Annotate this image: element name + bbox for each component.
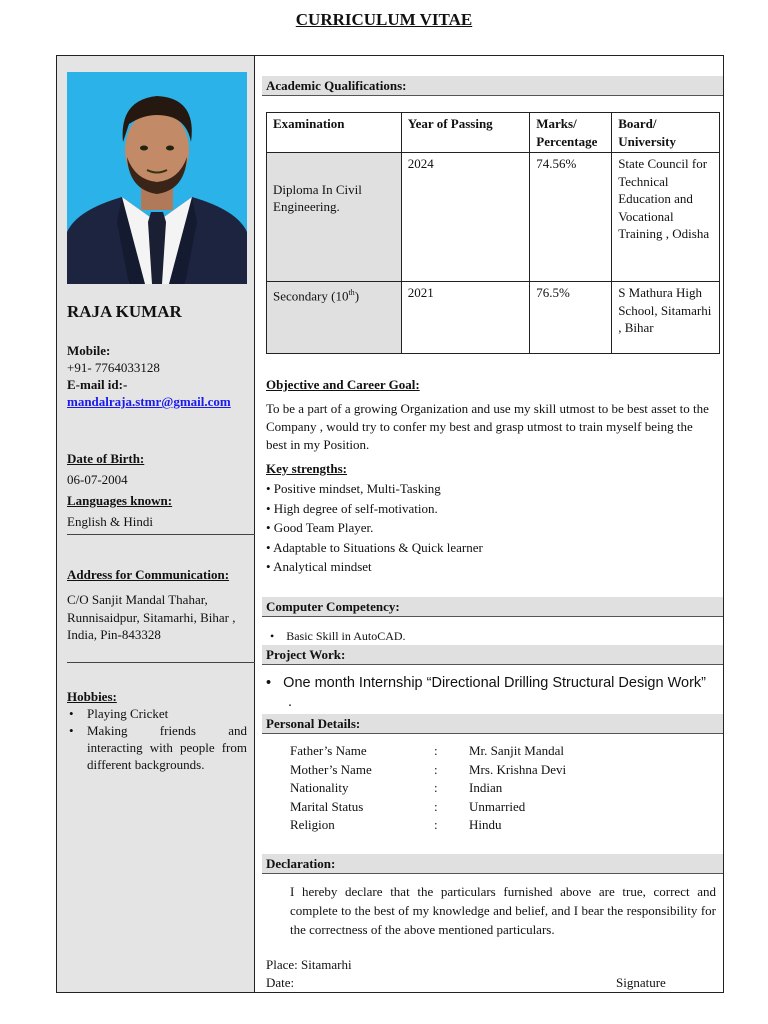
table-cell: 2021 — [401, 282, 530, 354]
dob-block — [67, 450, 247, 530]
table-row — [290, 761, 740, 780]
date-line: Date: — [266, 975, 295, 990]
address-block — [67, 566, 247, 644]
hobbies-list — [67, 705, 247, 773]
detail-separator: : — [434, 780, 438, 796]
table-row — [290, 742, 740, 761]
detail-value: Indian — [469, 780, 503, 796]
candidate-name: RAJA KUMAR — [67, 302, 182, 321]
table-row — [290, 798, 740, 817]
table-cell: 76.5% — [530, 282, 612, 354]
detail-key: Father’s Name — [290, 743, 367, 758]
document-title: CURRICULUM VITAE — [295, 10, 473, 29]
signature-label: Signature — [616, 975, 666, 990]
table-header: Board/ University — [612, 113, 720, 153]
academic-table — [266, 112, 720, 354]
dob-value: 06-07-2004 — [67, 472, 128, 487]
main-content — [256, 56, 723, 992]
mobile-value: +91- 7764033128 — [67, 360, 160, 375]
detail-value: Hindu — [469, 817, 502, 833]
section-heading-academic: Academic Qualifications: — [262, 76, 723, 96]
strengths-list — [266, 479, 716, 577]
detail-value: Mrs. Krishna Devi — [469, 761, 567, 777]
objective-text: To be a part of a growing Organization and use my skill utmost to be best asset to the Company , would try to confer my best and grasp utmost to train myself being the best in my Position. — [266, 401, 709, 452]
table-cell: 74.56% — [530, 153, 612, 282]
table-header: Examination — [267, 113, 402, 153]
detail-key: Nationality — [290, 780, 349, 796]
bullet-icon: • — [270, 629, 275, 643]
section-heading-project: Project Work: — [262, 645, 723, 665]
section-heading-declaration: Declaration: — [262, 854, 723, 874]
strengths-heading: Key strengths: — [266, 461, 348, 476]
table-cell: State Council for Technical Education and Vocational Training , Odisha — [612, 153, 720, 282]
computer-list — [270, 627, 720, 645]
profile-photo — [67, 72, 247, 284]
mobile-label: Mobile: — [67, 343, 111, 358]
detail-key: Mother’s Name — [290, 761, 372, 777]
sidebar-divider — [67, 662, 255, 663]
table-header: Marks/ Percentage — [530, 113, 612, 153]
detail-value: Unmarried — [469, 798, 526, 814]
cv-frame — [56, 55, 724, 993]
objective-heading: Objective and Career Goal: — [266, 377, 420, 392]
table-cell — [267, 282, 402, 354]
declaration-text: I hereby declare that the particulars furnished above are true, correct and complete to the best of my knowledge and belief, and I bear the responsibility for the correctness of the above mentioned particulars. — [290, 884, 716, 937]
exam-text: Secondary (10 — [273, 288, 349, 304]
detail-separator: : — [434, 761, 438, 777]
exam-superscript: th — [348, 288, 355, 297]
table-cell: Diploma In Civil Engineering. — [267, 153, 402, 282]
detail-key: Religion — [290, 817, 335, 833]
detail-value: Mr. Sanjit Mandal — [469, 743, 564, 758]
detail-separator: : — [434, 798, 438, 814]
list-item: • Analytical mindset — [266, 559, 372, 574]
table-cell: 2024 — [401, 153, 530, 282]
exam-suffix: ) — [354, 288, 360, 304]
list-item: • Good Team Player. — [266, 520, 374, 535]
table-cell: S Mathura High School, Sitamarhi , Bihar — [612, 282, 720, 354]
personal-details — [290, 742, 740, 835]
section-heading-personal: Personal Details: — [262, 714, 723, 734]
sidebar — [57, 56, 255, 992]
list-item: • Adaptable to Situations & Quick learner — [266, 539, 483, 555]
languages-label: Languages known: — [67, 493, 173, 508]
detail-key: Marital Status — [290, 798, 364, 814]
hobbies-label: Hobbies: — [67, 689, 117, 704]
hobbies-block — [67, 688, 247, 773]
table-row — [290, 816, 740, 835]
list-item: • Making friends and interacting with people from different backgrounds. — [67, 722, 247, 773]
languages-value: English & Hindi — [67, 514, 153, 529]
section-heading-computer: Computer Competency: — [262, 597, 723, 617]
address-label: Address for Communication: — [67, 567, 230, 582]
table-row — [267, 282, 720, 354]
project-list — [266, 674, 706, 712]
dob-label: Date of Birth: — [67, 451, 145, 466]
email-link[interactable]: mandalraja.stmr@gmail.com — [67, 394, 231, 409]
address-value: C/O Sanjit Mandal Thahar, Runnisaidpur, Sitamarhi, Bihar , India, Pin-843328 — [67, 592, 236, 642]
list-item: • Positive mindset, Multi-Tasking — [266, 481, 441, 496]
table-row — [290, 779, 740, 798]
list-item: • Playing Cricket — [67, 705, 247, 722]
list-item: One month Internship “Directional Drilling Structural Design Work” . — [283, 675, 706, 710]
detail-separator: : — [434, 817, 438, 833]
detail-separator: : — [434, 743, 438, 758]
contact-block — [67, 342, 247, 410]
table-row — [267, 153, 720, 282]
list-item: Basic Skill in AutoCAD. — [286, 629, 406, 643]
person-photo-icon — [67, 72, 247, 284]
place-line: Place: Sitamarhi — [266, 957, 352, 972]
email-label: E-mail id:- — [67, 377, 128, 392]
bullet-icon: • — [266, 675, 272, 691]
sidebar-divider — [67, 534, 255, 535]
table-header: Year of Passing — [401, 113, 530, 153]
list-item: • High degree of self-motivation. — [266, 500, 438, 516]
